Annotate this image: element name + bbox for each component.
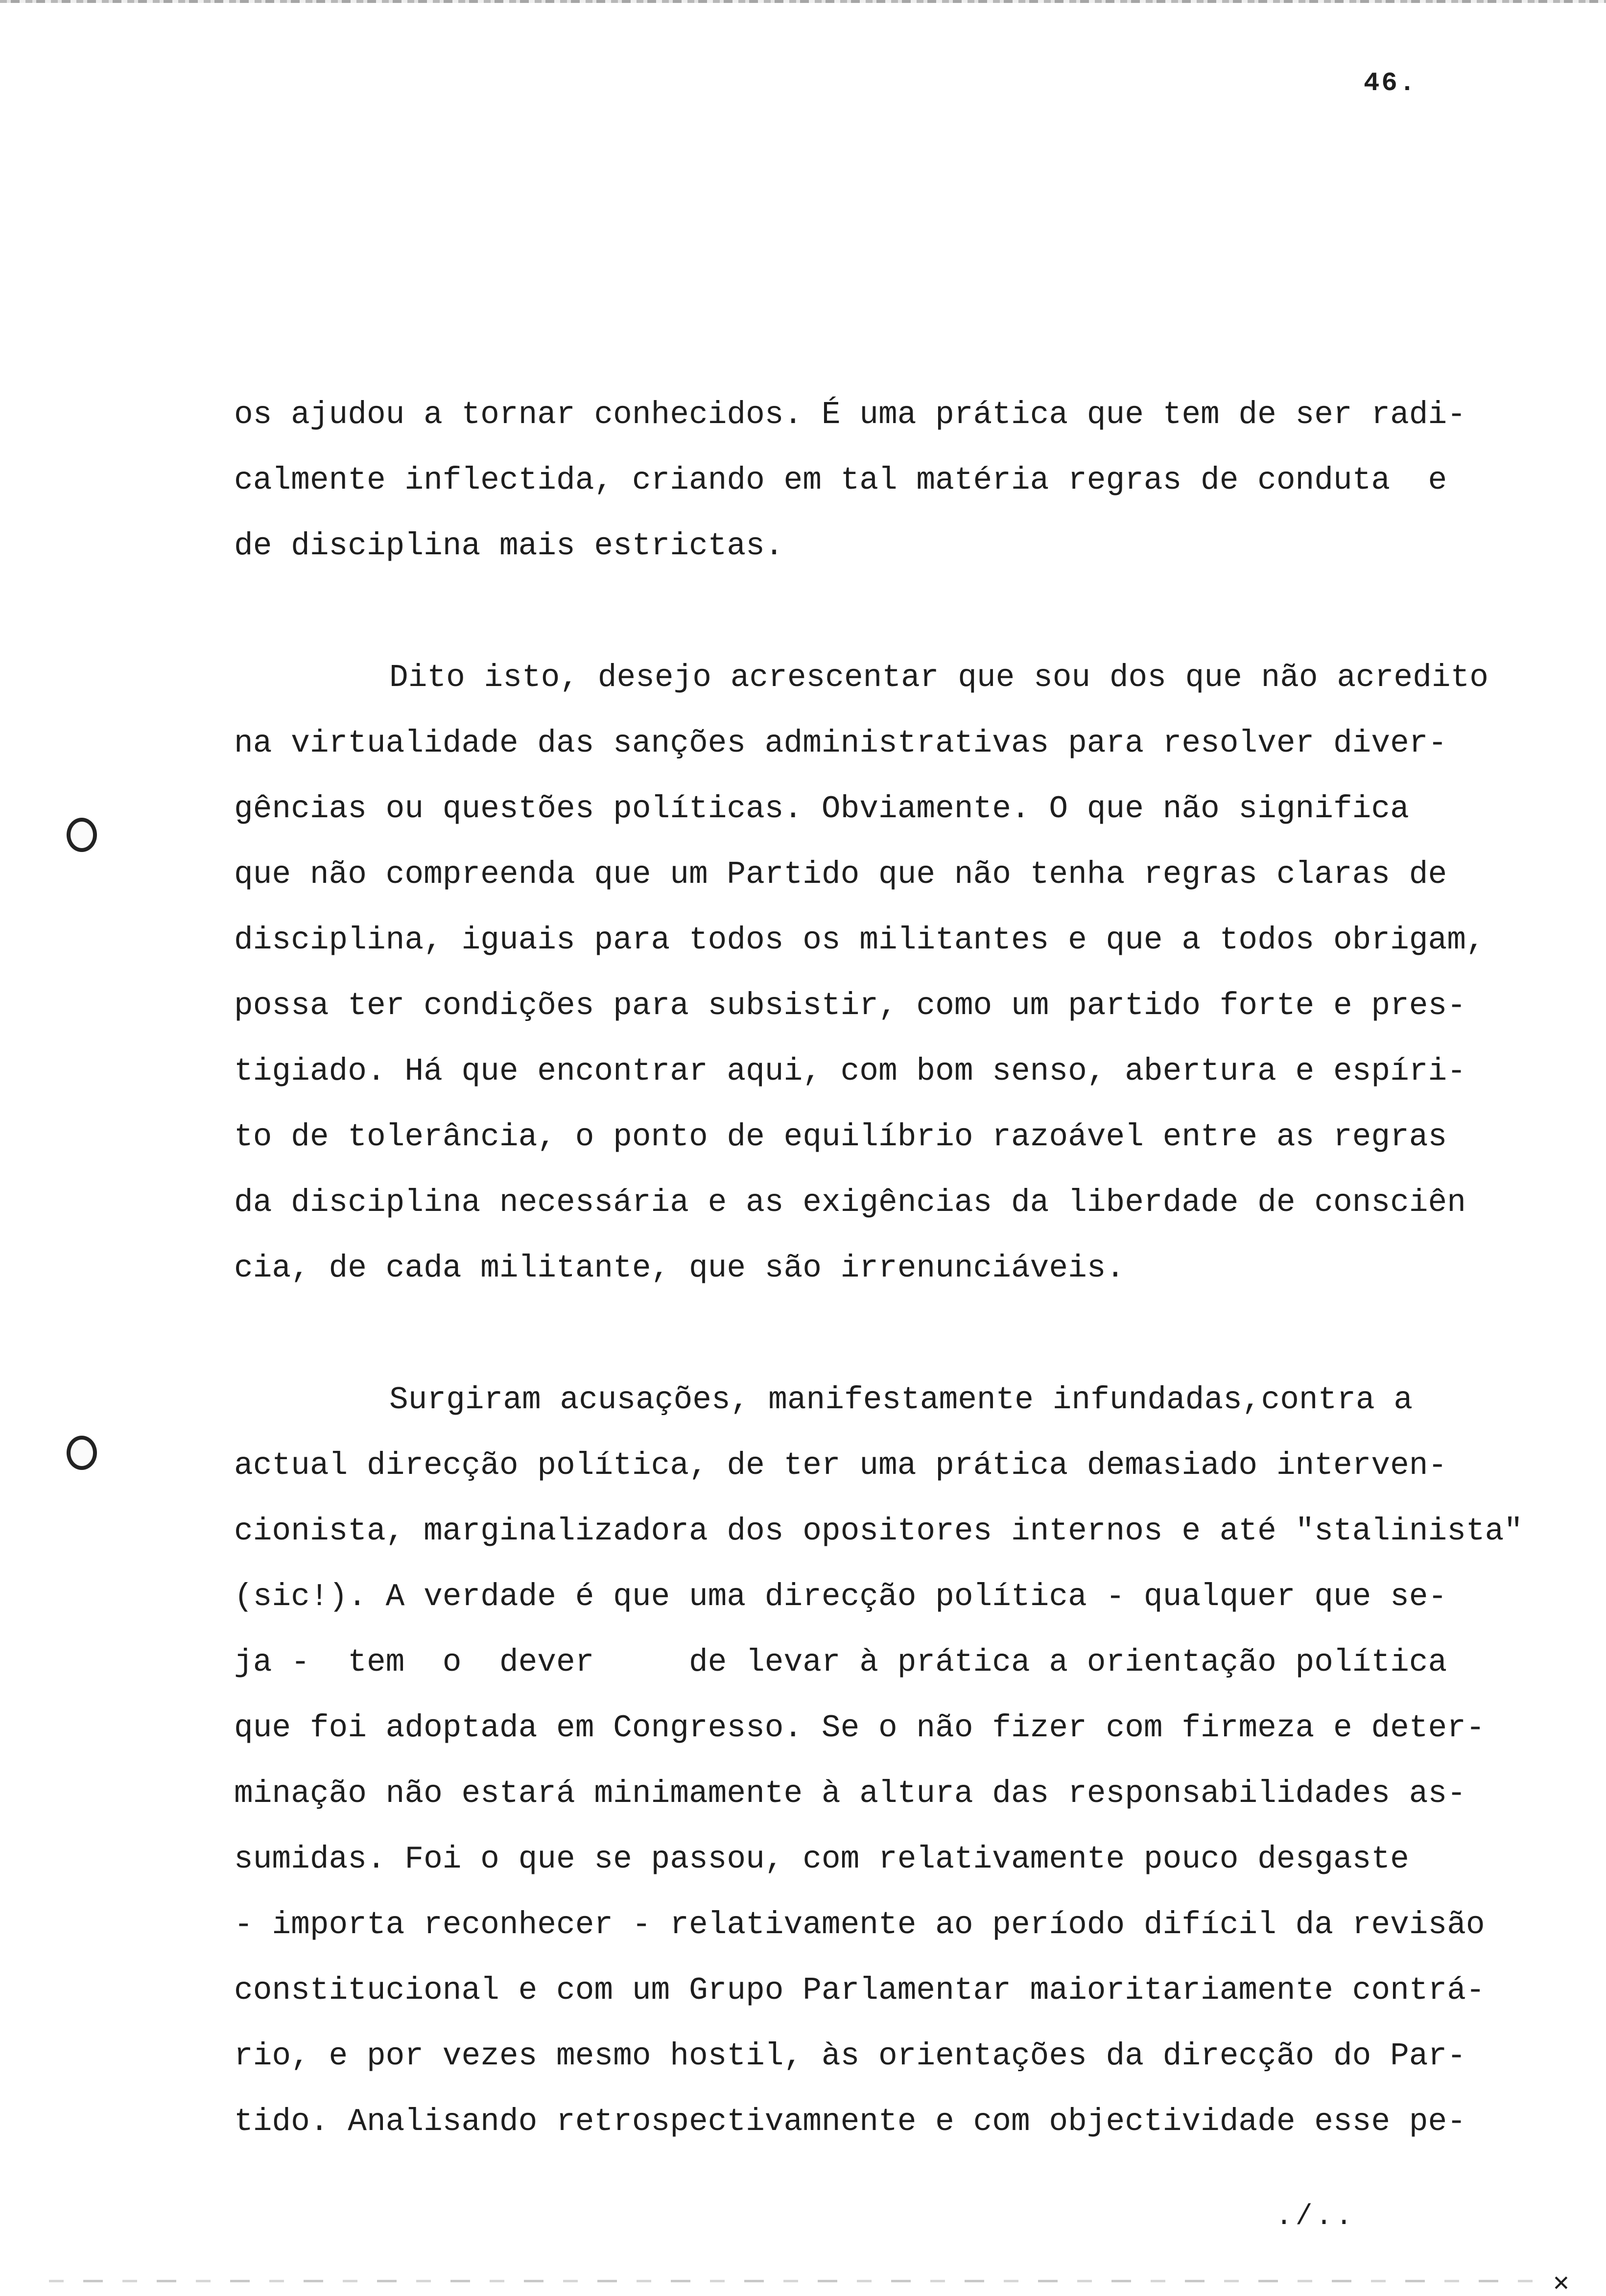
paragraph-3-line-4: (sic!). A verdade é que uma direcção política - qualquer que se- [234,1579,1447,1615]
scan-top-edge [0,0,1606,3]
punch-hole-upper [67,818,97,852]
paragraph-3-line-9: - importa reconhecer - relativamente ao período difícil da revisão [234,1907,1485,1943]
page-number: 46. [1364,69,1417,98]
paragraph-3-line-3: cionista, marginalizadora dos opositores internos e até "stalinista" [234,1514,1523,1549]
paragraph-2-line-5: disciplina, iguais para todos os militantes e que a todos obrigam, [234,923,1485,958]
paragraph-1-line-3: de disciplina mais estrictas. [234,528,784,564]
paragraph-3-line-5: ja - tem o dever de levar à prática a orientação política [234,1645,1447,1681]
paragraph-2-line-4: que não compreenda que um Partido que não tenha regras claras de [234,857,1447,893]
paragraph-3-line-11: rio, e por vezes mesmo hostil, às orientações da direcção do Par- [234,2038,1466,2074]
paragraph-1-line-2: calmente inflectida, criando em tal matéria regras de conduta e [234,463,1447,498]
paragraph-3-line-8: sumidas. Foi o que se passou, com relativamente pouco desgaste [234,1842,1409,1877]
scan-bottom-edge [49,2280,1547,2282]
paragraph-2-line-9: da disciplina necessária e as exigências da liberdade de consciên [234,1185,1466,1221]
punch-hole-lower [67,1436,97,1470]
corner-scan-mark: ✕ [1552,2271,1570,2296]
paragraph-3-line-1: Surgiram acusações, manifestamente infundadas,contra a [389,1382,1413,1418]
paragraph-2-line-10: cia, de cada militante, que são irrenunciáveis. [234,1251,1125,1286]
paragraph-1-line-1: os ajudou a tornar conhecidos. É uma prática que tem de ser radi- [234,397,1466,433]
continuation-mark: ./.. [1275,2201,1356,2233]
paragraph-2-line-3: gências ou questões políticas. Obviamente. O que não significa [234,791,1409,827]
paragraph-2-line-7: tigiado. Há que encontrar aqui, com bom senso, abertura e espíri- [234,1054,1466,1089]
paragraph-3-line-6: que foi adoptada em Congresso. Se o não fizer com firmeza e deter- [234,1710,1485,1746]
paragraph-3-line-10: constitucional e com um Grupo Parlamentar maioritariamente contrá- [234,1973,1485,2009]
paragraph-2-line-2: na virtualidade das sanções administrativas para resolver diver- [234,726,1447,761]
paragraph-2-line-6: possa ter condições para subsistir, como um partido forte e pres- [234,988,1466,1024]
paragraph-2-line-1: Dito isto, desejo acrescentar que sou dos que não acredito [389,660,1488,696]
paragraph-3-line-7: minação não estará minimamente à altura das responsabilidades as- [234,1776,1466,1812]
paragraph-3-line-12: tido. Analisando retrospectivamnente e com objectividade esse pe- [234,2104,1466,2140]
paragraph-3-line-2: actual direcção política, de ter uma prática demasiado interven- [234,1448,1447,1484]
paragraph-2-line-8: to de tolerância, o ponto de equilíbrio razoável entre as regras [234,1119,1447,1155]
